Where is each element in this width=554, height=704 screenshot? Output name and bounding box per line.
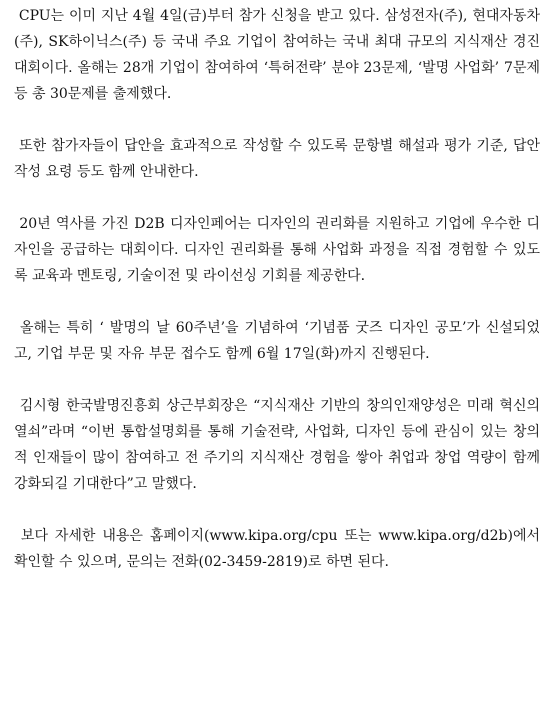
paragraph-d2b-design-fair: 20년 역사를 가진 D2B 디자인페어는 디자인의 권리화를 지원하고 기업에 우수한 디자인을 공급하는 대회이다. 디자인 권리화를 통해 사업화 과정을 직접 경험할 수 있도록 교육과 멘토링, 기술이전 및 라이선싱 기회를 제공한다. — [14, 216, 540, 284]
article-body — [14, 3, 545, 575]
paragraph-60th-anniversary: 올해는 특히 ‘ 발명의 날 60주년’을 기념하여 ‘기념품 굿즈 디자인 공모’가 신설되었고, 기업 부문 및 자유 부문 접수도 함께 6월 17일(화)까지 진행된다. — [14, 320, 541, 362]
paragraph-answer-guide: 또한 참가자들이 답안을 효과적으로 작성할 수 있도록 문항별 해설과 평가 기준, 답안 작성 요령 등도 함께 안내한다. — [14, 138, 545, 180]
paragraph-contact-info: 보다 자세한 내용은 홈페이지(www.kipa.org/cpu 또는 www.kipa.org/d2b)에서 확인할 수 있으며, 문의는 전화(02-3459-2819)로 하면 된다. — [14, 528, 545, 570]
paragraph-cpu-registration: CPU는 이미 지난 4월 4일(금)부터 참가 신청을 받고 있다. 삼성전자(주), 현대자동차(주), SK하이닉스(주) 등 국내 주요 기업이 참여하는 국내 최대 규모의 지식재산 경진대회이다. 올해는 28개 기업이 참여하여 ‘특허전략’ 분야 23문제, ‘발명 사업화’ 7문제 등 총 30문제를 출제했다. — [14, 8, 545, 102]
paragraph-vice-chairman-quote: 김시형 한국발명진흥회 상근부회장은 “지식재산 기반의 창의인재양성은 미래 혁신의 열쇠”라며 “이번 통합설명회를 통해 기술전략, 사업화, 디자인 등에 관심이 있는 창의적 인재들이 많이 참여하고 전 주기의 지식재산 경험을 쌓아 취업과 창업 역량이 함께 강화되길 기대한다”고 말했다. — [14, 398, 545, 492]
